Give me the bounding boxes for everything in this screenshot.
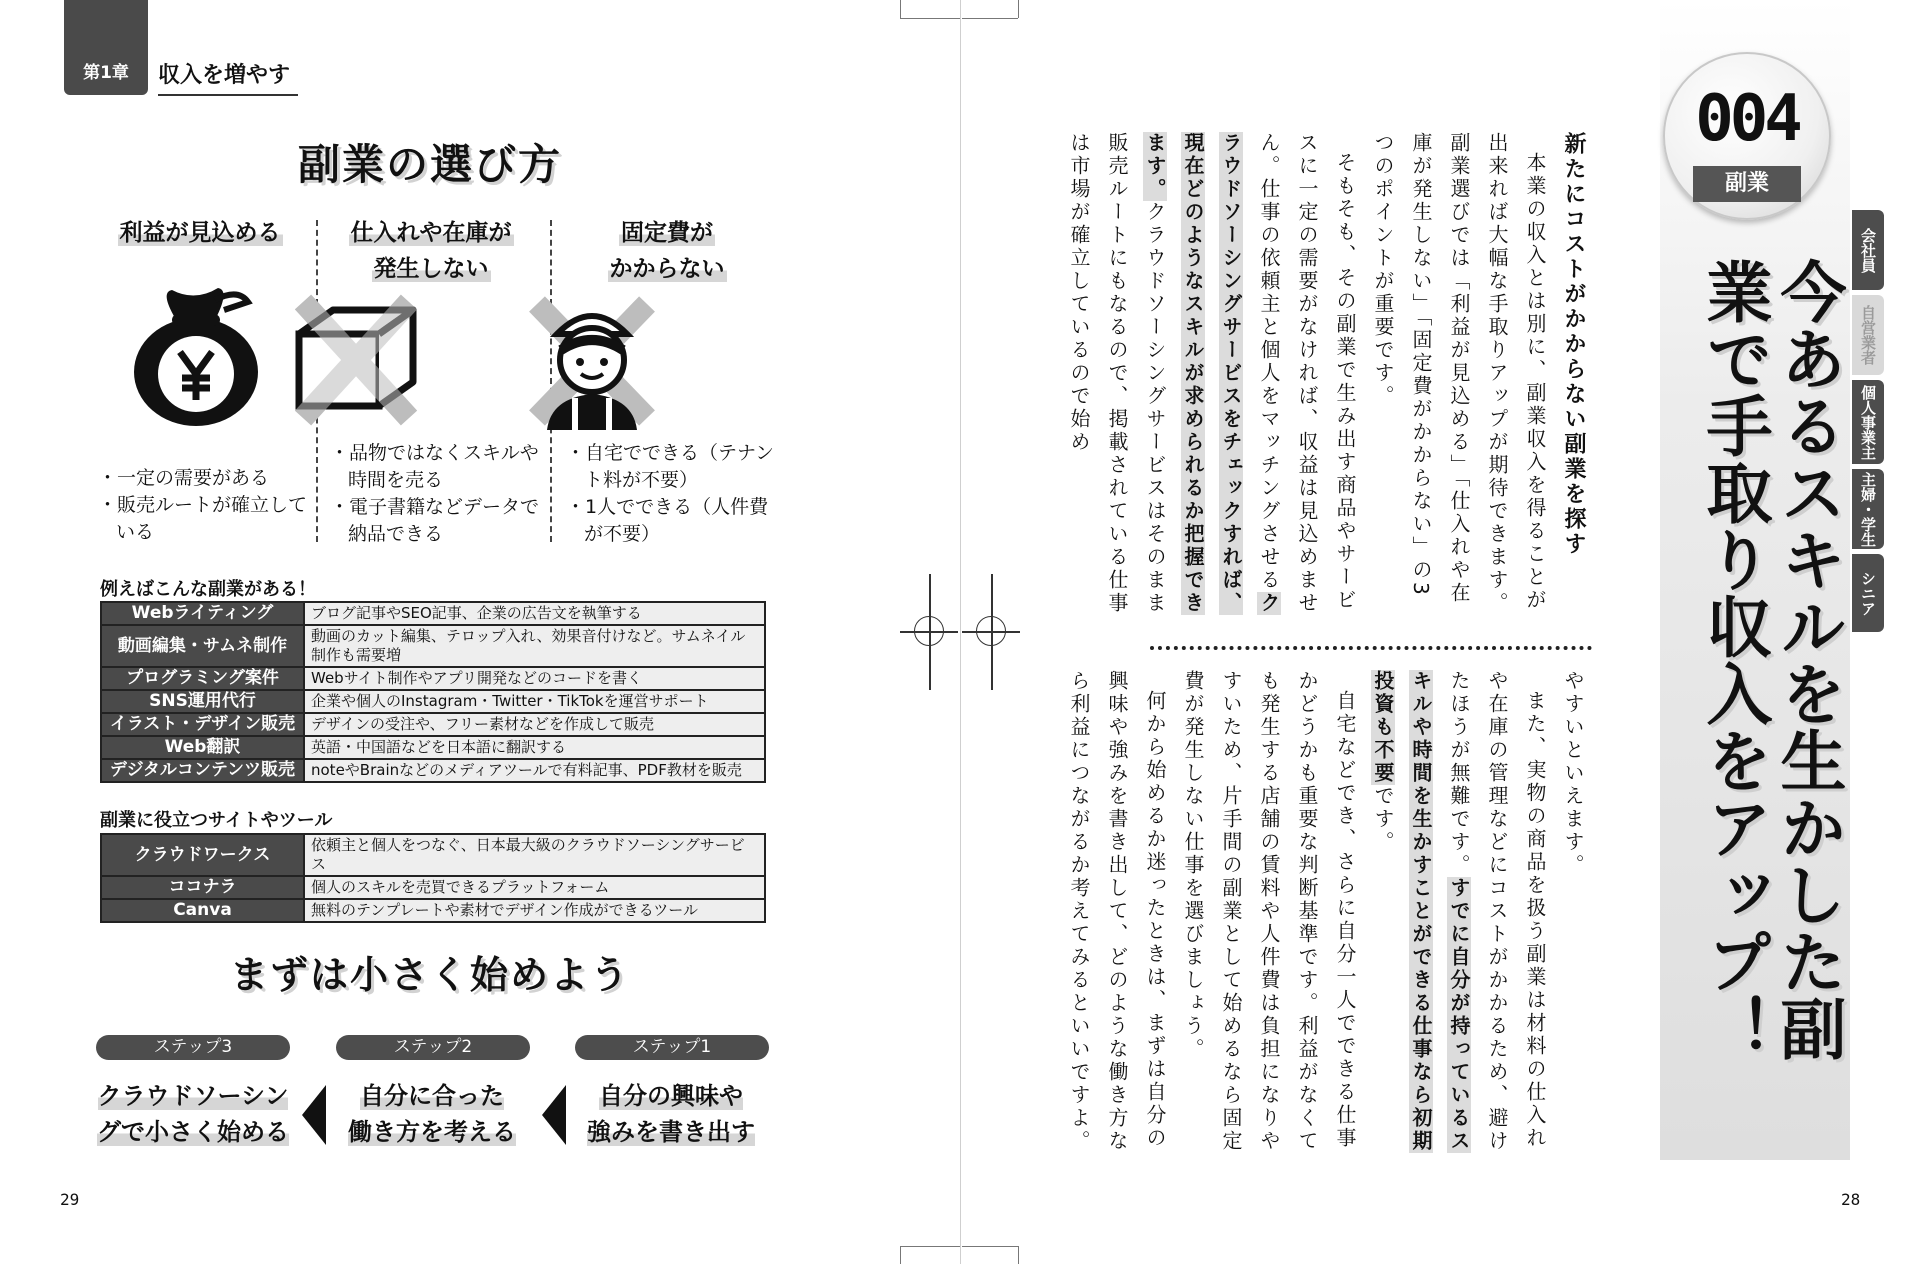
body-paragraph: 本業の収入とは別に、副業収入を得ることが出来れば大幅な手取りアップが期待できます。副業選びでは「利益が見込める」「仕入れや在庫が発生しない」「固定費がかからない」の3つのポイントが重要です。: [1371, 132, 1547, 615]
registration-mark: [929, 574, 931, 690]
side-tab-senior: シニア: [1852, 554, 1884, 632]
table-key: 動画編集・サムネ制作: [101, 625, 304, 667]
chapter-tab: [64, 0, 148, 95]
item-category: 副業: [1693, 166, 1801, 202]
column-bullets: [330, 440, 545, 548]
step-text: [571, 1078, 771, 1150]
body-text-run: また、実物の商品を扱う副業は材料の仕入れや在庫の管理などにコストがかかるため、避けたほうが無難です。: [1447, 670, 1547, 1153]
table-row: [101, 713, 765, 736]
table-key: プログラミング案件: [101, 667, 304, 690]
table-key: Canva: [101, 899, 304, 922]
table-key: デジタルコンテンツ販売: [101, 759, 304, 782]
body-text-run: クラウドソーシングサービスはそのまま販売ルートにもなるので、掲載されている仕事は市場が確立しているので始め: [1067, 132, 1167, 615]
table-row: [101, 625, 765, 667]
column-bullets: [566, 440, 776, 548]
crossed-box-icon: [281, 290, 431, 440]
column-heading-line: 利益が見込める: [119, 220, 281, 246]
step-text-line: 働き方を考える: [348, 1118, 516, 1146]
crop-mark: [1018, 1246, 1019, 1264]
table-row: [101, 834, 765, 876]
table-row: [101, 736, 765, 759]
column-heading: [316, 215, 546, 287]
money-bag-yen-icon: [120, 280, 270, 430]
table-value: noteやBrainなどのメディアツールで有料記事、PDF教材を販売: [304, 759, 765, 782]
crop-mark: [900, 1246, 901, 1264]
table-value: 無料のテンプレートや素材でデザイン作成ができるツール: [304, 899, 765, 922]
body-text-run: そもそも、その副業で生み出す商品やサービスに一定の需要がなければ、収益は見込めません。仕事の依頼主と個人をマッチングさせる: [1257, 132, 1357, 615]
step-label: ステップ3: [96, 1035, 290, 1060]
table-key: ココナラ: [101, 876, 304, 899]
body-paragraph: [1364, 670, 1554, 1170]
crop-mark: [962, 18, 1018, 19]
section-title: 副業の選び方: [297, 140, 562, 189]
tools-table: [100, 833, 766, 923]
table-value: 動画のカット編集、テロップ入れ、効果音付けなど。サムネイル制作も需要増: [304, 625, 765, 667]
table-value: 個人のスキルを売買できるプラットフォーム: [304, 876, 765, 899]
table-key: Webライティング: [101, 602, 304, 625]
body-text-top: [1067, 132, 1592, 618]
table-key: Web翻訳: [101, 736, 304, 759]
spine-line: [960, 0, 961, 1264]
body-highlight: すでに自分が持っているスキルや時間を生かすことができる仕事なら初期投資も不要: [1371, 670, 1471, 1153]
step-text-line: 自分に合った: [360, 1082, 504, 1110]
side-tab-homemaker-student: 主婦・学生: [1852, 469, 1884, 549]
body-paragraph: [1060, 132, 1364, 618]
table-value: 依頼主と個人をつなぐ、日本最大級のクラウドソーシングサービス: [304, 834, 765, 876]
step-text-line: クラウドソーシン: [97, 1082, 289, 1110]
bullet-item: ・品物ではなくスキルや時間を売る: [330, 442, 539, 491]
table-key: イラスト・デザイン販売: [101, 713, 304, 736]
table-value: デザインの受注や、フリー素材などを作成して販売: [304, 713, 765, 736]
item-number: 004: [1695, 82, 1799, 156]
table-row: [101, 759, 765, 782]
page-number-right: 28: [1841, 1190, 1861, 1209]
body-highlight: クラウドソーシングサービスをチェックすれば、現在どのようなスキルが求められるか把握できます。: [1143, 132, 1281, 615]
table-row: [101, 667, 765, 690]
body-text-run: です。: [1371, 785, 1395, 854]
column-heading-line: かからない: [609, 256, 725, 282]
step-arrow-icon: [302, 1085, 326, 1145]
crop-mark: [1018, 0, 1019, 18]
body-paragraph: 何から始めるか迷ったときは、まずは自分の興味や強みを書き出して、どのような働き方なら利益につながるか考えてみるといいですよ。: [1067, 670, 1167, 1153]
column-heading-line: 固定費が: [621, 220, 713, 246]
step-label: ステップ2: [336, 1035, 530, 1060]
registration-mark: [991, 574, 993, 690]
examples-table: [100, 601, 766, 783]
bullet-item: ・電子書籍などデータで納品できる: [330, 496, 540, 545]
table-value: Webサイト制作やアプリ開発などのコードを書く: [304, 667, 765, 690]
table-row: [101, 876, 765, 899]
page-number-left: 29: [60, 1190, 80, 1209]
step-text-line: 強みを書き出す: [587, 1118, 755, 1146]
table-key: クラウドワークス: [101, 834, 304, 876]
crop-mark: [962, 1246, 1018, 1247]
side-tab-company-employee: 会社員: [1852, 210, 1884, 290]
table-value: 英語・中国語などを日本語に翻訳する: [304, 736, 765, 759]
bullet-item: ・販売ルートが確立している: [98, 494, 308, 543]
table-value: ブログ記事やSEO記事、企業の広告文を執筆する: [304, 602, 765, 625]
crop-mark: [900, 18, 960, 19]
chapter-title: 収入を増やす: [158, 63, 291, 88]
column-heading-line: 発生しない: [373, 256, 489, 282]
table-value: 企業や個人のInstagram・Twitter・TikTokを運営サポート: [304, 690, 765, 713]
criteria-column-profit: [85, 215, 315, 251]
table-row: [101, 899, 765, 922]
body-text-bottom: [1067, 670, 1592, 1170]
criteria-column-no-fixed-cost: [552, 215, 782, 287]
step-text-line: グで小さく始める: [97, 1118, 289, 1146]
step-text: [93, 1078, 293, 1150]
headline: 今あるスキルを生かした副業で手取り収入をアップ！: [1695, 258, 1846, 1062]
step-label: ステップ1: [575, 1035, 769, 1060]
examples-heading: 例えばこんな副業がある！: [100, 579, 316, 600]
tools-heading: 副業に役立つサイトやツール: [100, 810, 333, 831]
right-page: [960, 0, 1920, 1264]
side-tab-sole-proprietor: 個人事業主: [1852, 380, 1884, 464]
table-row: [101, 690, 765, 713]
table-key: SNS運用代行: [101, 690, 304, 713]
step-text-line: 自分の興味や: [599, 1082, 743, 1110]
table-row: [101, 602, 765, 625]
side-tab-self-employed: 自営業者: [1852, 295, 1884, 375]
column-bullets: [98, 465, 308, 546]
section-divider: [1150, 646, 1592, 650]
chapter-title-underline: [158, 94, 298, 96]
item-number-badge: [1663, 52, 1831, 220]
criteria-column-no-inventory: [316, 215, 546, 287]
body-text-run: やすいといえます。: [1561, 670, 1585, 877]
bullet-item: ・1人でできる（人件費が不要）: [566, 496, 769, 545]
chapter-tab-label: 第1章: [83, 63, 129, 83]
bullet-item: ・一定の需要がある: [98, 467, 270, 489]
step-arrow-icon: [542, 1085, 566, 1145]
step-text: [332, 1078, 532, 1150]
crossed-shop-clerk-icon: [517, 290, 667, 440]
steps-title: まずは小さく始めよう: [229, 953, 630, 997]
column-heading: [552, 215, 782, 287]
body-paragraph: 自宅などでき、さらに自分一人でできる仕事かどうかも重要な判断基準です。利益がなくても発生する店舗の賃料や人件費は負担になりやすいため、片手間の副業として始めるなら固定費が発生しない仕事を選びましょう。: [1181, 670, 1357, 1153]
column-heading-line: 仕入れや在庫が: [350, 220, 512, 246]
body-lead: 新たにコストがかからない副業を探す: [1561, 132, 1586, 557]
crop-mark: [900, 0, 901, 18]
bullet-item: ・自宅でできる（テナント料が不要）: [566, 442, 775, 491]
crop-mark: [900, 1246, 960, 1247]
column-heading: [85, 215, 315, 251]
